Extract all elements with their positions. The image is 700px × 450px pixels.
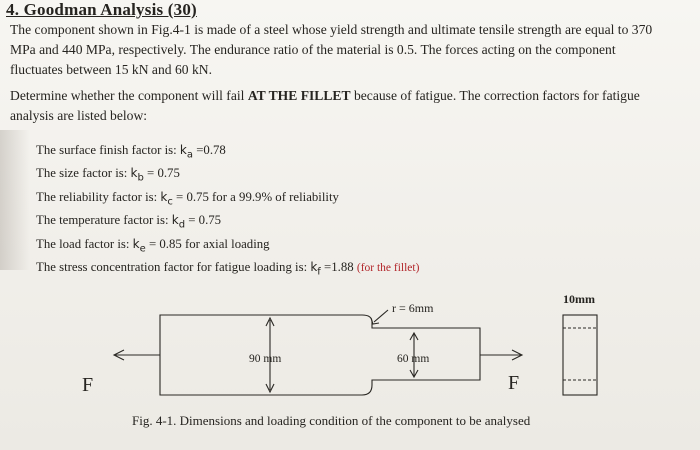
factor-symbol: $k_f$ <box>310 259 321 278</box>
factor-symbol: $k_d$ <box>171 213 186 231</box>
factor-label: The load factor is: <box>36 236 130 251</box>
factor-symbol: $k_b$ <box>130 166 144 184</box>
factor-label: The temperature factor is: <box>36 213 169 228</box>
dim-60-label: 60 mm <box>397 353 430 365</box>
factor-value: = 0.75 <box>147 166 180 181</box>
factor-symbol: $k_e$ <box>132 236 146 254</box>
factor-note-fillet: (for the fillet) <box>356 261 420 274</box>
figure-caption: Fig. 4-1. Dimensions and loading condition of the component to be analysed <box>132 413 531 428</box>
factor-value: = 0.85 <box>148 236 182 251</box>
force-left-label: F <box>82 374 94 396</box>
factor-note: for axial loading <box>184 236 270 251</box>
bar-outline <box>160 315 480 395</box>
factor-value: =1.88 <box>324 259 354 274</box>
task-emphasis: AT THE FILLET <box>247 88 351 103</box>
thickness-label: 10mm <box>563 292 595 306</box>
factor-value: = 0.75 <box>176 189 209 204</box>
factor-symbol: $k_a$ <box>179 143 194 161</box>
factor-label: The stress concentration factor for fatigue loading is: <box>36 259 308 274</box>
factor-label: The surface finish factor is: <box>36 143 177 157</box>
factor-symbol: $k_c$ <box>160 189 173 208</box>
side-view-rect <box>563 315 597 395</box>
factor-label: The size factor is: <box>36 166 128 181</box>
factor-value: = 0.75 <box>188 213 222 228</box>
force-right-label: F <box>508 372 520 394</box>
factor-label: The reliability factor is: <box>36 189 158 204</box>
problem-title: 4. Goodman Analysis (30) <box>6 0 197 19</box>
problem-statement: The component shown in Fig.4-1 is made of a steel whose yield strength and ultimate tensile strength are equal to 370 MPa and 440 MPa, respectively. The endurance ratio of the material is 0.5. The forces acting on the component fluctuates between 15 kN and 60 kN. <box>10 22 653 77</box>
task-text-post: because of fatigue. The correction factors for fatigue analysis are listed below: <box>10 88 640 123</box>
radius-leader <box>374 310 388 322</box>
factor-value: =0.78 <box>196 143 226 157</box>
factor-note: for a 99.9% of reliability <box>212 189 339 204</box>
radius-label: r = 6mm <box>392 301 434 315</box>
task-text-pre: Determine whether the component will fail <box>10 88 248 103</box>
dim-90-label: 90 mm <box>249 353 282 365</box>
